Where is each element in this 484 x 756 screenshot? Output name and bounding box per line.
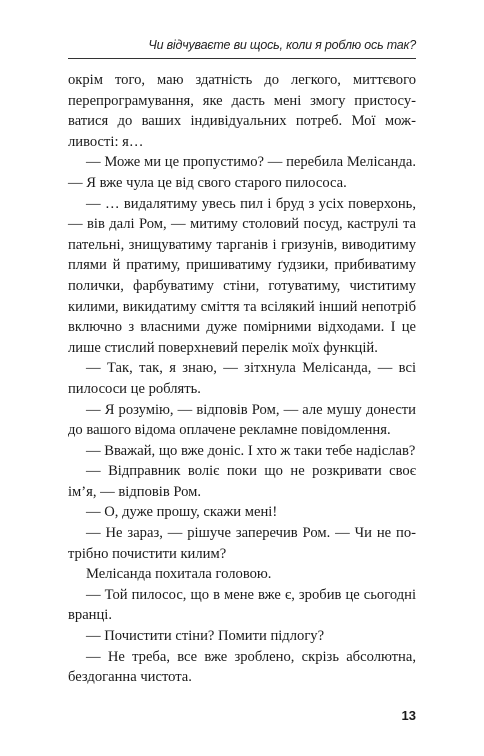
paragraph: — Вважай, що вже доніс. І хто ж таки тебе надіслав? [86, 442, 416, 459]
paragraph: — Може ми це пропустимо? — перебила Мелісанда. — Я вже чула це від свого старого пилососа. [68, 154, 416, 191]
paragraph: — Почистити стіни? Помити підлогу? [86, 628, 325, 645]
paragraph: Мелісанда похитала головою. [86, 566, 272, 583]
paragraph: — Той пилосос, що в мене вже є, зробив це сьогодні вранці. [68, 586, 416, 624]
paragraph: — Відправник воліє поки що не розкривати своє ім’я, — відповів Ром. [68, 463, 416, 500]
running-header-title: Чи відчуваєте ви щось, коли я роблю ось так? [148, 38, 416, 52]
paragraph: — Так, так, я знаю, — зітхнула Мелісанда, — всі пилососи це роблять. [68, 360, 416, 397]
page-number: 13 [401, 708, 416, 723]
header-divider [68, 58, 416, 59]
paragraph-continued: окрім того, маю здатність до легкого, миттєвого перепрограмування, яке дасть мені змогу пристосуватися до ваших індивідуальних потреб. Мої можливості: я… [68, 72, 416, 150]
paragraph: — Я розумію, — відповів Ром, — але мушу донести до вашого відома оплачене рекламне повідомлення. [68, 401, 416, 439]
paragraph: — Не зараз, — рішуче заперечив Ром. — Чи не потрібно почистити килим? [68, 525, 416, 562]
paragraph: — … видалятиму увесь пил і бруд з усіх поверхонь, — вів далі Ром, — митиму столовий посуд, каструлі та пательні, знищуватиму тарганів і гризунів, виводитиму плями й пратиму, пришиватиму ґудзики, прибиватиму полички, фарбуватиму стіни, готуватиму, чиститиму килими, викидатиму сміття та всілякий інший непотріб включно з власними дуже помірними відходами. І це лише стислий поверхневий перелік моїх функцій. [68, 195, 416, 356]
paragraph: — Не треба, все вже зроблено, скрізь абсолютна, бездоганна чистота. [68, 648, 416, 686]
paragraph: — О, дуже прошу, скажи мені! [86, 504, 278, 521]
body-text [68, 70, 416, 688]
